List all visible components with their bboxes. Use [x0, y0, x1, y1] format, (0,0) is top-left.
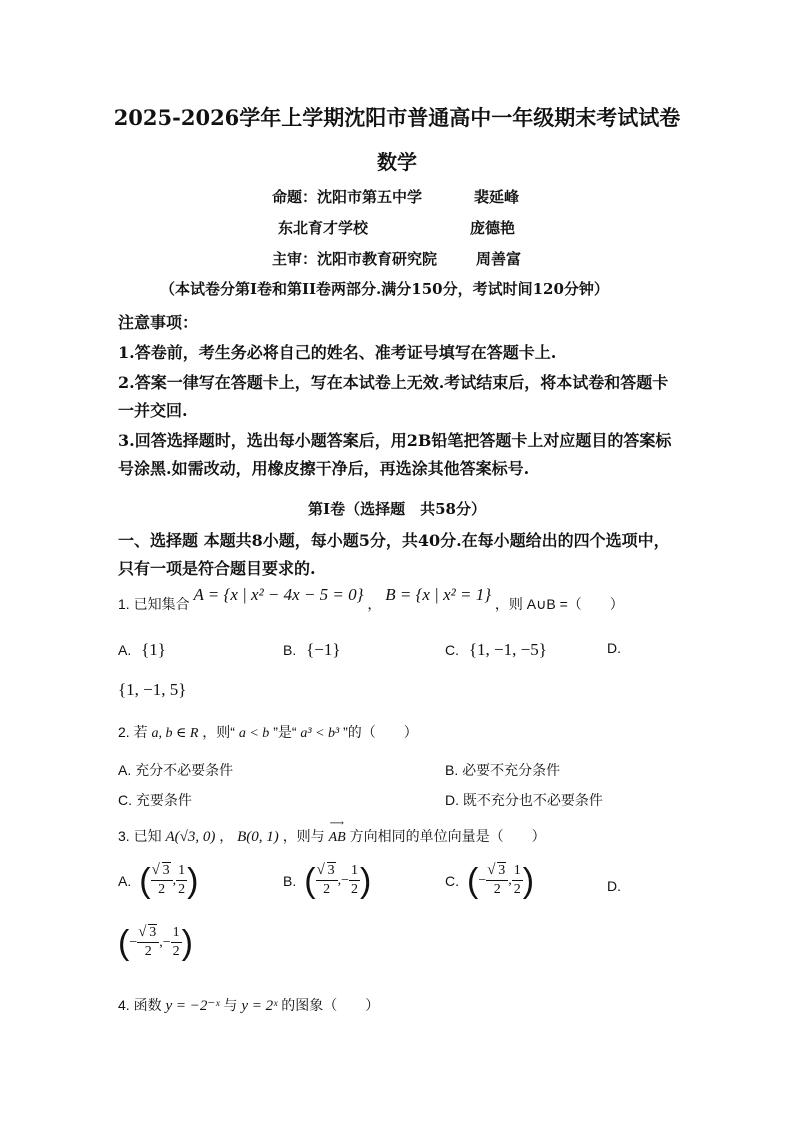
q1-option-b: [283, 640, 341, 660]
q3-option-c: C. ( − √ $\frac{3}{2}$ , $\frac{1}{2}$ ): [445, 862, 534, 899]
q3-opt-c-label: C.: [445, 872, 459, 889]
exam-info: （本试卷分第I卷和第II卷两部分.满分150分，考试时间120分钟）: [160, 280, 609, 298]
section1-instructions: 一、选择题 本题共8小题，每小题5分，共40分.在每小题给出的四个选项中，只有一项是符合题目要求的.: [118, 531, 670, 578]
q4-suffix: 的图象（ ）: [281, 997, 380, 1013]
question-2-stem: [118, 722, 418, 742]
q3-prefix: 3. 已知: [118, 828, 162, 844]
q2-option-b: B. 必要不充分条件: [445, 762, 561, 778]
q2-prefix: 2. 若: [118, 724, 148, 740]
q3-opt-b-label: B.: [283, 872, 297, 889]
subject-title: 数学: [377, 150, 417, 174]
q1-set-b: B = {x | x² = 1}: [385, 585, 492, 604]
notes-heading: 注意事项：: [118, 313, 199, 332]
q2-option-d: D. 既不充分也不必要条件: [445, 792, 603, 808]
q4-prefix: 4. 函数: [118, 997, 162, 1013]
q1-option-d: [607, 640, 621, 656]
q4-func1: y = −2⁻ˣ: [165, 998, 220, 1014]
author-line1-label: 命题：沈阳市第五中学: [272, 188, 423, 206]
note-item-3: 3.回答选择题时，选出每小题答案后，用2B铅笔把答题卡上对应题目的答案标号涂黑.如需改动，用橡皮擦干净后，再选涂其他答案标号.: [118, 431, 672, 478]
q3-vector-ab: ⟶ AB: [328, 818, 346, 845]
q2-vars: a, b ∈ R: [151, 726, 199, 741]
q2-mid2: ”是“: [273, 724, 297, 740]
question-1-stem: [118, 585, 624, 614]
q2-option-c: C. 充要条件: [118, 792, 192, 808]
q1-opt-a-value: {1}: [141, 640, 166, 659]
question-3-stem: [118, 818, 546, 846]
q1-set-a: A = {x | x² − 4x − 5 = 0}: [193, 585, 364, 604]
q1-opt-c-value: {1, −1, −5}: [468, 640, 547, 659]
q3-option-d: ( − √ $\frac{3}{2}$ , − $\frac{1}{2}$ ): [118, 924, 193, 961]
q2-cond2: a³ < b³: [300, 726, 340, 741]
q3-opt-a-label: A.: [118, 872, 132, 889]
note-item-1: 1.答卷前，考生务必将自己的姓名、准考证号填写在答题卡上.: [118, 343, 557, 362]
q4-func2: y = 2ˣ: [241, 998, 278, 1014]
q2-cond1: a < b: [238, 726, 270, 741]
q2-suffix: ”的（ ）: [343, 724, 418, 740]
q1-option-c: [445, 640, 547, 660]
section1-heading: 第I卷（选择题 共58分）: [308, 500, 486, 518]
author-line1-name: 裴延峰: [474, 188, 520, 206]
exam-title: 2025-2026学年上学期沈阳市普通高中一年级期末考试试卷: [113, 105, 681, 130]
q3-option-d-label: D.: [607, 878, 621, 894]
q3-suffix: 方向相同的单位向量是（ ）: [349, 828, 546, 844]
q1-option-d-continued: [118, 680, 186, 700]
author-line2-name: 庞德艳: [470, 219, 516, 237]
q1-opt-d-value: {1, −1, 5}: [118, 680, 187, 699]
q2-mid1: ，则“: [202, 724, 235, 740]
q1-prefix: 1. 已知集合: [118, 596, 190, 612]
q3-point-b: B(0, 1): [237, 829, 279, 845]
q4-mid: 与: [223, 997, 238, 1013]
question-4-stem: [118, 995, 379, 1015]
q3-comma: ，: [219, 828, 234, 844]
q1-opt-b-label: B.: [283, 642, 297, 658]
q3-option-a: A. ( √ $\frac{3}{2}$ , $\frac{1}{2}$ ): [118, 862, 198, 899]
q3-point-a: A(√3, 0): [165, 829, 216, 845]
q1-suffix: ，则 A∪B =（ ）: [494, 596, 624, 612]
q2-option-a: A. 充分不必要条件: [118, 762, 234, 778]
q1-opt-d-label: D.: [607, 640, 621, 656]
q1-option-a: [118, 640, 166, 660]
q3-option-b: B. ( √ $\frac{3}{2}$ , − $\frac{1}{2}$ ): [283, 862, 371, 899]
q1-opt-b-value: {−1}: [306, 640, 341, 659]
q3-mid: ，则与: [282, 828, 325, 844]
q1-comma: ，: [367, 596, 382, 612]
author-line2-label: 东北育才学校: [278, 219, 369, 237]
author-line3-label: 主审：沈阳市教育研究院: [272, 250, 438, 268]
q1-opt-a-label: A.: [118, 642, 132, 658]
note-item-2: 2.答案一律写在答题卡上，写在本试卷上无效.考试结束后，将本试卷和答题卡一并交回.: [118, 373, 669, 420]
q1-opt-c-label: C.: [445, 642, 459, 658]
author-line3-name: 周善富: [476, 250, 522, 268]
